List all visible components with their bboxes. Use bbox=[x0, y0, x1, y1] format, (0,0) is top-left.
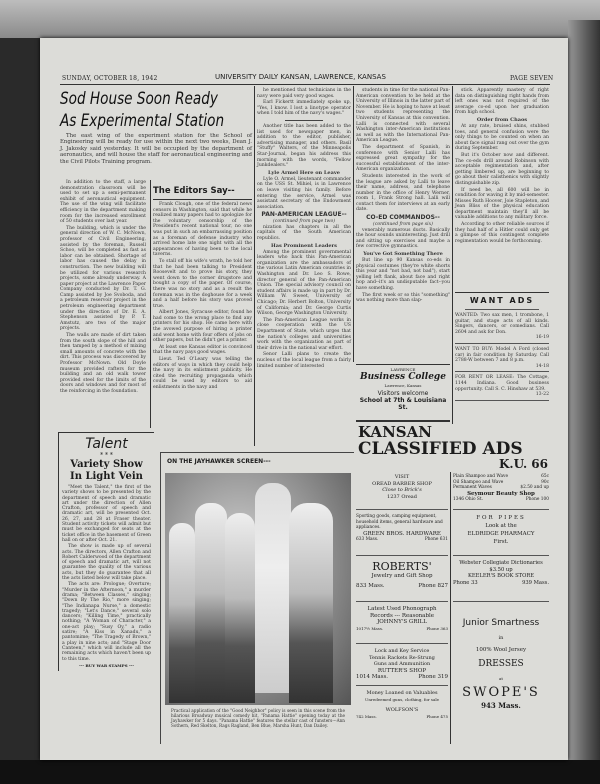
want-ads-title: WANT ADS bbox=[465, 293, 539, 310]
talent-kicker: Talent bbox=[85, 436, 128, 452]
paragraph: students in time for the national Pan-American convention to be held at the University of Illinois in the latter part of November. He is hoping to have at least two students representing the University of Kansas at this convention. Lalli is connected with several Washington inter-American institutions as well as with the International Pan-American League. bbox=[356, 88, 450, 144]
ad-name: WOLFSON'S bbox=[385, 707, 419, 713]
roberts-jewelry-ad bbox=[356, 558, 448, 602]
scan-binding bbox=[568, 20, 600, 784]
business-college-logo: Business College bbox=[360, 372, 446, 382]
seymour-beauty-ad bbox=[453, 472, 549, 510]
ad-line: 100% Wool Jersey bbox=[475, 647, 527, 653]
photo-figure bbox=[195, 503, 227, 703]
rutters-shop-ad bbox=[356, 646, 448, 686]
paragraph: At least one Kansas editor is convinced that the navy pays good wages. bbox=[153, 344, 252, 356]
ad-phone: Phone 319 bbox=[418, 674, 448, 680]
paragraph: Earl Fickertt immediately spoke up, "Yes, I know. I lost a linotype operator when I told him of the navy's wages." bbox=[257, 100, 351, 117]
want-ads-list bbox=[455, 313, 549, 401]
sod-headline bbox=[60, 88, 224, 132]
want-ad-text: FOR RENT OR LEASE: The Cottage, 1144 Indiana. Good business opportunity. Call S. C. Hinshaw at 539. bbox=[455, 375, 549, 392]
column-4-article bbox=[455, 88, 549, 245]
eldridge-pharmacy-ad bbox=[453, 512, 549, 556]
ad-address: 943 Mass. bbox=[481, 701, 521, 710]
war-stamps-footer: --- BUY WAR STAMPS --- bbox=[79, 662, 134, 668]
talent-article bbox=[58, 432, 154, 671]
photo-caption: Practical application of the "Good Neighbor" policy is seen in this scene from the hilarious Broadway musical comedy hit, "Panama Hattie" opening today at the Jayhawker for 5 days. "Panama Hattie" features the stellar cast of funsters---Ann Sothern, Red Skelton, Rags Ragland, Ben Blue, Marsha Hunt, Dan Dailey. bbox=[171, 708, 345, 728]
paragraph: Lieut. Ted O'Leary was telling the editors of ways in which they could help the navy in its enlistment publicity. He cited the recruiting propaganda which could be used by editors to aid enlistments in the navy and bbox=[153, 357, 252, 390]
want-ad-item bbox=[455, 375, 549, 400]
ad-line: Lock and Key Service bbox=[374, 648, 430, 654]
coed-commandos-title: CO-ED COMMANDOS-- bbox=[366, 214, 440, 222]
editors-say-article bbox=[153, 182, 252, 392]
ad-address: 742 Mass. bbox=[356, 713, 377, 719]
ad-line: OREAD BARBER SHOP bbox=[372, 480, 432, 487]
masthead: UNIVERSITY DAILY KANSAN, LAWRENCE, KANSAS bbox=[215, 73, 386, 81]
pan-american-title: PAN-AMERICAN LEAGUE-- bbox=[261, 211, 347, 219]
ad-phone: Phone 100 bbox=[525, 497, 549, 502]
ad-line: First. bbox=[493, 539, 509, 545]
ad-address: 833 Mass. bbox=[356, 582, 385, 589]
ad-address: 1017½ Mass. bbox=[356, 625, 384, 631]
swopes-dresses-ad bbox=[453, 610, 549, 745]
ad-name: JOHNNY'S GRILL bbox=[377, 619, 427, 625]
scan-top-edge bbox=[0, 0, 600, 38]
ad-line: 1237 Oread bbox=[387, 493, 417, 500]
header-rule bbox=[60, 84, 550, 85]
ad-divider bbox=[450, 472, 451, 744]
issue-date: SUNDAY, OCTOBER 18, 1942 bbox=[62, 75, 158, 82]
sod-headline-line-2: As Experimental Station bbox=[60, 111, 225, 131]
ad-name: SWOPE'S bbox=[462, 685, 540, 700]
photo-figure bbox=[255, 483, 291, 693]
paragraph: The walls are made of dirt taken from the south slope of the hill and then tamped by a method of mixing small amounts of concrete with the dirt. This process was discovered by Professor McNown. Old Doyle museum provided rafters for the building and an old walk tower provided steel for the limits of the doors and windows and for most of the reinforcing in the foundation. bbox=[60, 333, 146, 394]
sod-body bbox=[60, 180, 146, 396]
paragraph: Students interested in the work of the league are asked by Lalli to leave their name, address, and telephone number in the office of Henry Werner, room 1, Frank Strong hall. Lalli will contact them for interviews at an early date. bbox=[356, 173, 450, 213]
paragraph: In addition to the staff, a large demonstration classroom will be used to set up a semi-permanent exhibit of aeronautical equipment. The use of the wing will facilitate efficiency in the department making room for the increased enrollment of 50 students over last year. bbox=[60, 180, 146, 225]
price: 90c bbox=[541, 479, 549, 485]
paragraph: Among the prominent governmental leaders who back this Pan-American organization are the ambassadors of the various Latin American countries in Washington and Dr. Leo S. Rowe, director general of the Pan-American Union. The special advisory council on student affairs is made up in part by Dr. William W. Sweet, University of Chicago; Dr. Herbert Bolton, University of California; and Dr. George Curtis Wilson, George Washington University. bbox=[257, 249, 351, 317]
sod-lead-paragraph: The east wing of the experiment station for the School of Engineering will be ready for use within the next two weeks, Dean J. J. Jakosky said yesterday. It will be occupied by the department of aeronautics, and will house the staff for aeronautical engineering and the Civil Pilots Training program. bbox=[60, 133, 252, 165]
oread-barber-ad bbox=[356, 472, 448, 510]
price-item: Plain Shampoo and Wave bbox=[453, 474, 508, 479]
paragraph: "Meet the Talent," the first of the variety shows to be presented by the department of speech and dramatic art under the direction of Allen Crafton, professor of speech and dramatic art, will be presented Oct. 26, 27, and 28 at Fraser theater. Student activity tickets will admit but must be exchanged for seats at the ticket office in the basement of Green hall on or after Oct. 21. bbox=[62, 485, 151, 543]
column-rule bbox=[254, 86, 255, 446]
keeler-book-store-ad bbox=[453, 558, 549, 602]
subhead: Has Prominent Leaders bbox=[270, 242, 337, 249]
column-3-articles bbox=[356, 88, 450, 305]
paragraph: The acts are: Prologue; Overture; "Murder in the Afternoon," a murder drama; "Between Classes," singing; "Down By The Rio," more singing; "The Indianapa Nurse," a domestic tragedy; "Let's Dance," several solo dancers; "Killing Time," practically nothing; "A Woman of Character," a one-act play; "Susy Oy," a radio satire; "A Kiss in Xanadu," a pantomime; "The Tragedy of Brown," a play in nine acts; and "Stage Door Canteen," which will include all the remaining acts which haven't been up to this time. bbox=[62, 582, 151, 662]
subhead: Lyle Armel Here on Leave bbox=[268, 169, 340, 176]
ad-line: in bbox=[498, 635, 504, 641]
want-ad-code: 14-18 bbox=[535, 363, 549, 369]
paragraph: At any rate, bruised shins, stubbed toes, and general confusion were the only things to be counted on when an about face signal rang out over the gym during September. bbox=[455, 123, 549, 152]
ad-name: GREEN BROS. HARDWARE bbox=[363, 530, 441, 537]
ad-line: Tennis Rackets Re-Strung bbox=[369, 654, 435, 661]
paragraph: Senor Lalli plans to create the nucleus of the local league from a fairly limited number of interested bbox=[257, 352, 351, 369]
price-item: Permanent Waves bbox=[453, 485, 492, 490]
column-2-articles bbox=[257, 88, 351, 370]
want-ad-text: WANTED: Two sax men, 1 trombone, 1 guitar, and stage acts of all kinds. Singers, dancers, or comedians. Call 2604 and ask for Don. bbox=[455, 313, 549, 335]
ad-line: Unredeemed guns, clothing, for sale bbox=[364, 696, 440, 702]
panama-hattie-photo bbox=[165, 473, 351, 705]
ad-line: Junior Smartness bbox=[462, 618, 540, 628]
paragraph: The first week or so this "something" was nothing more than slap- bbox=[356, 292, 450, 304]
continued-note: (continued from page six) bbox=[373, 222, 433, 228]
ad-phone: Phone 827 bbox=[418, 582, 448, 589]
ad-address: 939 Mass. bbox=[522, 579, 549, 586]
want-ad-code: 16-19 bbox=[535, 335, 549, 341]
ad-line: at bbox=[499, 676, 503, 681]
ad-name: RUTTER'S SHOP bbox=[377, 667, 427, 674]
jayhawker-photo-feature bbox=[160, 452, 354, 744]
ad-line: DRESSES bbox=[478, 659, 524, 669]
paragraph: According to other reliable sources if they had half of a Hitler could only get a glimpse of this contingent complete regimentation would be forthcoming. bbox=[455, 222, 549, 244]
divider bbox=[285, 120, 323, 121]
ad-line: VISIT bbox=[394, 474, 410, 480]
ad-name: ROBERTS' bbox=[372, 560, 432, 573]
editors-say-title: The Editors Say-- bbox=[153, 182, 252, 200]
ad-phone: Phone 631 bbox=[424, 537, 448, 542]
subhead: You've Got Something There bbox=[363, 251, 443, 258]
price: 65c bbox=[541, 474, 549, 479]
paragraph: Frank Clough, one of the federal news censors in Washington, said that while he realized many papers had to apologize for the voluntary censorship of the President's recent national tour, no one was put in such an embarrassing position as a foreman of defense industry who arrived home late one night with all the appearances of having been to the local taverns. bbox=[153, 202, 252, 258]
column-rule bbox=[353, 86, 354, 362]
ad-phone: Phone 363 bbox=[426, 625, 448, 631]
stars-divider: * * * bbox=[100, 452, 113, 459]
paragraph: The Pan-American League works in close cooperation with the US Department of State, which urges that the nation's colleges and universities work with the organization as part of their drive in the national war effort. bbox=[257, 317, 351, 351]
paragraph: The show is made up of several acts. The directors, Allen Crafton and Robert Calderwood of the department of speech and dramatic art, will not guarantee the quality of the various acts, but they do guarantee that all the acts listed below will take place. bbox=[62, 544, 151, 582]
ad-phone: Phone 475 bbox=[426, 713, 448, 719]
ad-address: 633 Mass. bbox=[356, 537, 379, 542]
paragraph: But it's October now and different. The co-eds drill around Robinson with acceptable regimentation and, after getting limbered up, are beginning to go about their calisthenics with slightly distinguishable zip. bbox=[455, 152, 549, 186]
photo-figure bbox=[289, 503, 333, 703]
sod-lead bbox=[60, 133, 252, 166]
ad-name: KEELER'S BOOK STORE bbox=[467, 573, 535, 579]
classified-line-2: CLASSIFIED ADS bbox=[358, 439, 523, 459]
column-rule bbox=[150, 180, 151, 428]
ad-line: Jewelry and Gift Shop bbox=[371, 573, 433, 579]
business-college-top: LAWRENCE bbox=[390, 367, 416, 372]
paragraph: The building, which is under the general direction of W. C. McNown, professor of Civil Engineering, assisted by the foreman, Russell Schoo, will be completed as fast as labor can be obtained. Shortage of labor has caused the delay in construction. The new building will be utilized for various research projects, some already underway. A paper project at the Lawrence Paper Company conducted by Dr. T. G. Camp assisted by Joe Svoboda, and a petroleum reservoir project in the petroleum engineering department under the direction of Dr. E. A. Stephenson assisted by P. T. Amstutz, are two of the major projects. bbox=[60, 225, 146, 332]
ad-line: Latest Used Phonograph bbox=[367, 606, 437, 612]
photo-figure bbox=[169, 523, 195, 703]
ad-address: 1346 Ohio St. bbox=[453, 497, 483, 502]
want-ad-item bbox=[455, 313, 549, 344]
paragraph: he mentioned that technicians in the navy were paid very good wages. bbox=[257, 88, 351, 99]
want-ad-text: WANT TO BUY: Model A Ford (closed car) in fair condition by Saturday. Call 2788-W between 7 and 8 p.m. bbox=[455, 346, 549, 364]
classified-phone: K.U. 66 bbox=[498, 457, 548, 471]
want-ads-section bbox=[455, 292, 549, 404]
johnnys-grill-ad bbox=[356, 604, 448, 644]
price: $2.50 and up bbox=[520, 485, 549, 490]
ad-line: Sporting goods, camping equipment, household items, general hardware and appliances. bbox=[356, 514, 443, 530]
paragraph: venerably numerous ducts. Basically the hour sounds uninteresting. Just drill and sitting up exercises and maybe a few corrective gymnastics. bbox=[356, 227, 450, 250]
ad-line: Money Loaned on Valuables bbox=[366, 690, 438, 696]
price-item: Oil Shampoo and Wave bbox=[453, 479, 504, 485]
ad-name: Seymour Beauty Shop bbox=[467, 490, 535, 497]
school-address: School at 7th & Louisiana St. bbox=[359, 397, 447, 411]
ad-name: ELDRIDGE PHARMACY bbox=[467, 531, 535, 537]
want-ad-code: 13-22 bbox=[535, 392, 549, 398]
business-college-ad bbox=[356, 364, 450, 422]
ad-line: $3.50 up bbox=[489, 566, 513, 573]
want-ad-item bbox=[455, 347, 549, 372]
ad-line: Close to Brick's bbox=[382, 487, 422, 493]
paragraph: Another title has been added to the list used for newspaper men, in addition to the editor, publisher, advertising manager, and others. Basil "Stuffy" Walters, of the Minneapolis Star-Journal, began his address this morning with the words, "Fellow Junkdealers." bbox=[257, 123, 351, 169]
scan-bottom-edge bbox=[0, 760, 600, 784]
paragraph: The department of Spanish, in conference with Senior Lalli has expressed great sympathy for the successful establishment of the inter-American organization. bbox=[356, 144, 450, 173]
paragraph: nization has chapters in all the capitals of the South American republics. bbox=[257, 224, 351, 242]
ad-line: Guns and Ammunition bbox=[373, 661, 431, 667]
ad-line: FOR PIPES bbox=[476, 515, 526, 521]
paragraph: Lyle O. Armel, lieutenant commander on the USS St. Mihiel, is in Lawrence on leave visiting his family. Before entering the service, Armel was assistant secretary of the Endowment association. bbox=[257, 176, 351, 210]
continued-note: (continued from page two) bbox=[272, 219, 336, 225]
talent-headline-1: Variety Show bbox=[70, 459, 143, 470]
paragraph: To stall off his wife's wrath, he told her that he had been talking to President Roosevelt and to prove his story, they went down to the corner drugstore and bought a copy of the paper. Of course, there was no story and as a result the foreman was in the doghouse for a week and a half before his story was proved true. bbox=[153, 258, 252, 309]
business-college-city: Lawrence, Kansas bbox=[384, 383, 422, 388]
classified-banner bbox=[358, 425, 550, 472]
page-number: PAGE SEVEN bbox=[510, 75, 554, 82]
photo-figure bbox=[225, 513, 255, 703]
classified-line-1: KANSAN bbox=[358, 423, 432, 441]
column-rule bbox=[452, 86, 453, 424]
paragraph: Albert Jones, Syracuse editor, found he had come to the wrong place to find any printers for his shop. He came here with the avowed purpose of hiring a printer and went home with four offers of jobs on other papers, but he didn't get a printer. bbox=[153, 310, 252, 344]
paragraph: But line up 90 Kansas co-eds in physical costumes (they're white shorts this year and "not bad, not bad"), start yelling left flank, about face and right hop and--it's an undisputable fact--you have something. bbox=[356, 258, 450, 291]
green-bros-hardware-ad bbox=[356, 512, 448, 556]
ad-phone: Phone 33 bbox=[453, 579, 478, 586]
wolfsons-ad bbox=[356, 688, 448, 744]
ad-line: Records --- Reasonable bbox=[370, 612, 434, 619]
talent-headline-2: In Light Vein bbox=[70, 471, 143, 482]
subhead: Order from Chaos bbox=[476, 116, 528, 123]
jayhawker-title: ON THE JAYHAWKER SCREEN--- bbox=[167, 458, 271, 465]
ad-line: Webster Collegiate Dictionaries bbox=[459, 560, 543, 566]
paragraph: stick. Apparently mastery of right data on distinguishing right hands from left ones was not required of the average co-ed upon her graduation from high school. bbox=[455, 88, 549, 116]
sod-headline-line-1: Sod House Soon Ready bbox=[60, 89, 218, 109]
visitors-welcome: Visitors welcome bbox=[377, 390, 429, 397]
ad-address: 1014 Mass. bbox=[356, 674, 389, 680]
ad-line: Look at the bbox=[485, 523, 517, 529]
paragraph: If need be, all 600 will be in condition for waving it by mid-semester. Misses Ruth Hoover, Joie Stapleton, and Jean Bliss of the physical education department maintain they'll all be valuable additions to any military force. bbox=[455, 187, 549, 221]
